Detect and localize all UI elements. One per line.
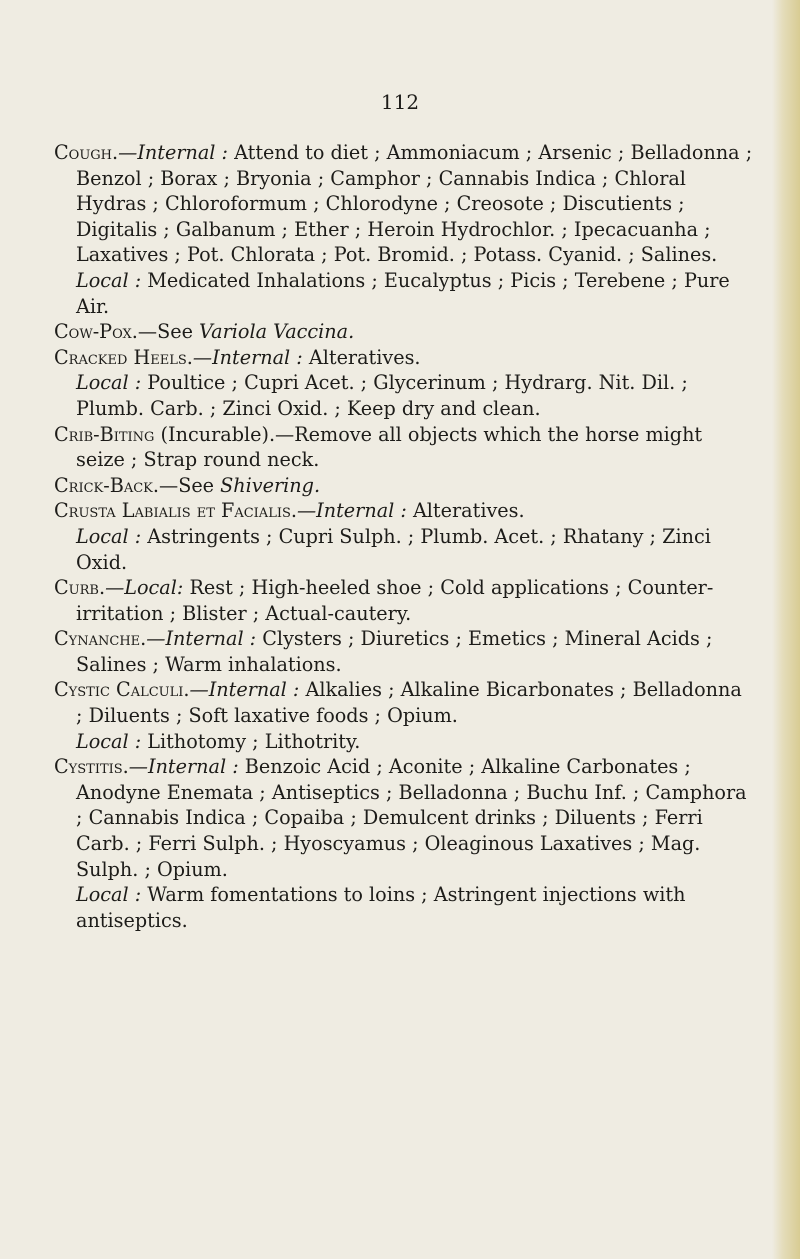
entry-cracked-heels	[54, 345, 754, 371]
internal-label: —Internal :	[189, 678, 300, 702]
local-text: Poultice ; Cupri Acet. ; Glycerinum ; Hydrarg. Nit. Dil. ; Plumb. Carb. ; Zinci Oxid. ; Keep dry and clean.	[76, 371, 688, 420]
entry-crib-biting	[54, 422, 754, 473]
entry-term: Cystic Calculi.	[54, 678, 190, 702]
entry-cow-pox	[54, 319, 754, 345]
entry-term: Cracked Heels.	[54, 345, 193, 369]
local-label: Local :	[76, 883, 142, 907]
local-text: Warm fomentations to loins ; Astringent injections with antiseptics.	[76, 883, 686, 932]
entry-term: Cough.	[54, 141, 119, 164]
entry-crusta-labialis	[54, 498, 754, 524]
entry-cynanche	[54, 626, 754, 677]
entry-term: Curb.	[54, 576, 106, 600]
internal-label: —Internal :	[146, 627, 257, 651]
page-edge	[772, 0, 800, 1259]
internal-text: Attend to diet ; Ammoniacum ; Arsenic ; Belladonna ; Benzol ; Borax ; Bryonia ; Camphor ; Cannabis Indica ; Chloral Hydras ; Chloroformum ; Chlorodyne ; Creosote ; Discutients ; Digitalis ; Galbanum ; Ether ; Heroin Hydrochlor. ; Ipecacuanha ; Laxatives ; Pot. Chlorata ; Pot. Bromid. ; Potass. Cyanid. ; Salines.	[76, 141, 753, 267]
local-label: Local :	[76, 729, 142, 753]
see-prefix: —See	[137, 320, 200, 344]
local-text: Rest ; High-heeled shoe ; Cold applications ; Counter-irritation ; Blister ; Actual-cautery.	[76, 576, 714, 625]
local-label: Local :	[76, 524, 142, 548]
internal-label: —Internal :	[192, 345, 303, 369]
local-text: Astringents ; Cupri Sulph. ; Plumb. Acet. ; Rhatany ; Zinci Oxid.	[76, 524, 711, 574]
see-reference: Variola Vaccina.	[199, 320, 355, 344]
local-line-cystitis	[54, 882, 754, 933]
local-text: Lithotomy ; Lithotrity.	[141, 729, 361, 753]
local-line-cracked-heels	[54, 370, 754, 421]
entry-term: Crick-Back.	[54, 473, 159, 497]
internal-text: Alkalies ; Alkaline Bicarbonates ; Belladonna ; Diluents ; Soft laxative foods ; Opium.	[76, 678, 742, 728]
entry-term: Crusta Labialis et Facialis.	[54, 499, 297, 523]
page-number: 112	[380, 90, 420, 114]
local-line-cystic-calculi	[54, 729, 754, 755]
internal-label: —Internal :	[118, 141, 228, 164]
local-line-cough	[54, 268, 754, 319]
internal-text: Benzoic Acid ; Aconite ; Alkaline Carbonates ; Anodyne Enemata ; Antiseptics ; Belladonna ; Buchu Inf. ; Camphora ; Cannabis Indica ; Copaiba ; Demulcent drinks ; Diluents ; Ferri Carb. ; Ferri Sulph. ; Hyoscyamus ; Oleaginous Laxatives ; Mag. Sulph. ; Opium.	[76, 755, 747, 881]
local-text: Medicated Inhalations ; Eucalyptus ; Picis ; Terebene ; Pure Air.	[76, 268, 730, 318]
internal-label: —Internal :	[128, 755, 239, 779]
entry-cystitis	[54, 754, 754, 882]
entry-cough	[54, 140, 754, 268]
local-label: Local :	[76, 268, 142, 292]
entry-cystic-calculi	[54, 677, 754, 728]
see-reference: Shivering.	[220, 473, 321, 497]
internal-text: Alteratives.	[302, 345, 421, 369]
entry-text: (Incurable).—Remove all objects which the horse might seize ; Strap round neck.	[76, 422, 703, 472]
local-label: Local :	[76, 371, 142, 395]
entry-curb	[54, 575, 754, 626]
entry-term: Cystitis.	[54, 755, 129, 779]
entry-crick-back	[54, 473, 754, 499]
local-label: —Local:	[105, 576, 184, 600]
internal-text: Clysters ; Diuretics ; Emetics ; Mineral Acids ; Salines ; Warm inhalations.	[76, 627, 713, 676]
local-line-crusta-labialis	[54, 524, 754, 575]
internal-label: —Internal :	[296, 499, 407, 523]
page-body	[54, 140, 754, 933]
entry-term: Crib-Biting	[54, 422, 155, 446]
internal-text: Alteratives.	[406, 499, 525, 523]
entry-term: Cow-Pox.	[54, 320, 138, 344]
entry-term: Cynanche.	[54, 627, 147, 651]
see-prefix: —See	[159, 473, 221, 497]
